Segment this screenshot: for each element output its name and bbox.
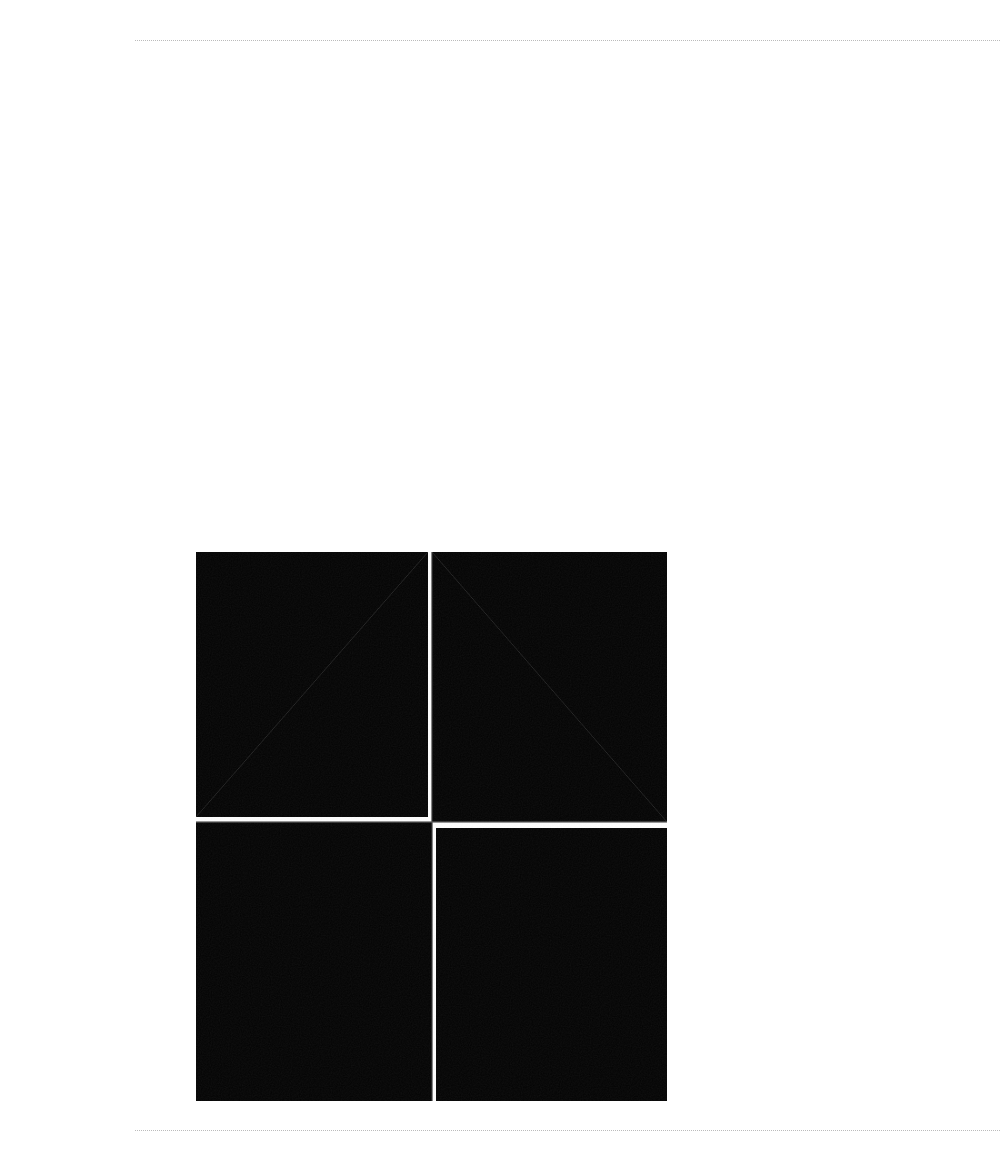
artwork-image <box>196 552 667 1101</box>
section-header <box>135 4 138 31</box>
footer-folio <box>2 1151 7 1169</box>
bottom-divider <box>135 1130 1000 1131</box>
top-divider <box>135 40 1000 41</box>
